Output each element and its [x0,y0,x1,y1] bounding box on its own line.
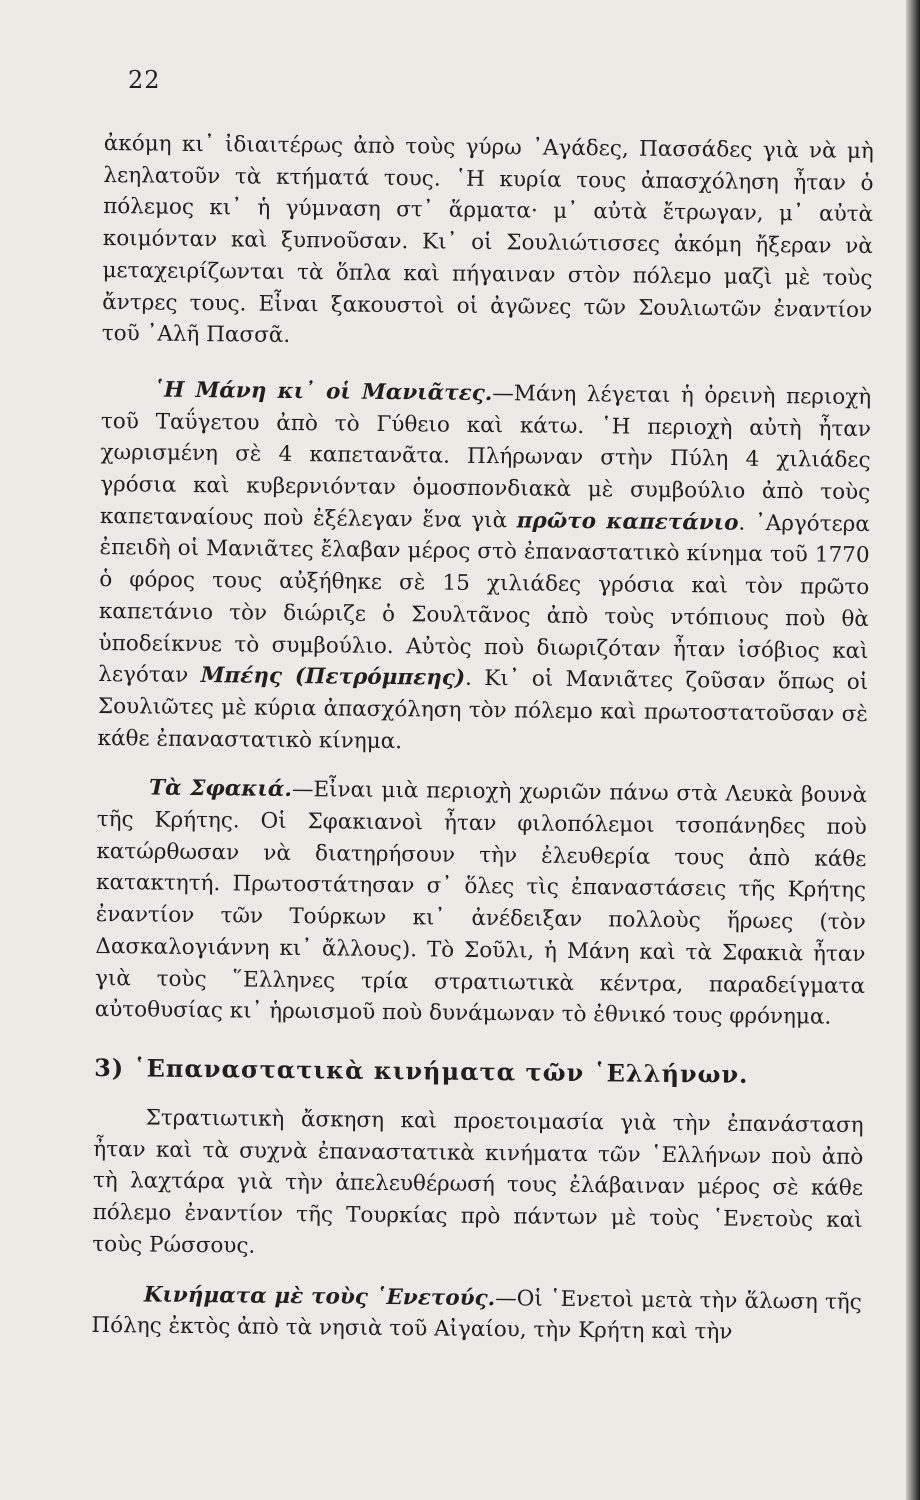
paragraph-revolutionary-movements: Στρατιωτικὴ ἄσκηση καὶ προετοιμασία γιὰ τὴν ἐπανάσταση ἦταν καὶ τὰ συχνὰ ἐπαναστατικὰ κινήματα τῶν ῾Ελλήνων ποὺ ἀπὸ τὴ λαχτάρα γιὰ τὴν ἀπελευθέρωσή τους ἐλάβαιναν μέρος σὲ κάθε πόλεμο ἐναντίον τῆς Τουρκίας πρὸ πάντων μὲ τοὺς ῾Ενετοὺς καὶ τοὺς Ρώσσους. [92,1105,864,1259]
venetians-text: —Οἱ ῾Ενετοὶ μετὰ τὴν ἅλωση τῆς Πόλης ἐκτὸς ἀπὸ τὰ νησιὰ τοῦ Αἰγαίου, τὴν Κρήτη καὶ τὴν [91,1285,862,1345]
paragraph-venetians [91,1278,862,1349]
page-number: 22 [128,66,161,94]
sfakia-text: —Εἶναι μιὰ περιοχὴ χωριῶν πάνω στὰ Λευκὰ βουνὰ τῆς Κρήτης. Οἱ Σφακιανοὶ ἦταν φιλοπόλεμοι τσοπάνηδες ποὺ κατώρθωσαν νὰ διατηρήσουν τὴν ἐλευθερία τους ἀπὸ κάθε κατακτητή. Πρωτοστάτησαν σ᾽ ὅλες τὶς ἐπαναστάσεις τῆς Κρήτης ἐναντίον τῶν Τούρκων κι᾽ ἀνέδειξαν πολλοὺς ἥρωες (τὸν Δασκαλογιάννη κι᾽ ἄλλους). Τὸ Σοῦλι, ἡ Μάνη καὶ τὰ Σφακιὰ ἦταν γιὰ τοὺς ῞Ελληνες τρία στρατιωτικὰ κέντρα, παραδείγματα αὐτοθυσίας κι᾽ ἡρωισμοῦ ποὺ δυνάμωναν τὸ ἐθνικό τους φρόνημα. [94,777,868,1030]
section-heading: 3) ῾Επαναστατικὰ κινήματα τῶν ῾Ελλήνων. [94,1052,749,1089]
mani-heading: ῾Η Μάνη κι᾽ οἱ Μανιᾶτες. [153,377,493,407]
mani-emphasis-bey: Μπέης (Πετρόμπεης) [200,663,466,692]
paragraph-sfakia [95,772,868,1034]
paragraph-souli-continued: ἀκόμη κι᾽ ἰδιαιτέρως ἀπὸ τοὺς γύρω ᾽Αγάδες, Πασσάδες γιὰ νὰ μὴ λεηλατοῦν τὰ κτήματά τους. ῾Η κυρία τους ἀπασχόληση ἦταν ὁ πόλεμος κι᾽ ἡ γύμναση στ᾽ ἅρματα· μ᾽ αὐτὰ ἔτρωγαν, μ᾽ αὐτὰ κοιμόνταν καὶ ξυπνοῦσαν. Κι᾽ οἱ Σουλιώτισσες ἀκόμη ἤξεραν νὰ μεταχειρίζωνται τὰ ὅπλα καὶ πήγαιναν στὸν πόλεμο μαζὶ μὲ τοὺς ἄντρες τους. Εἶναι ξακουστοὶ οἱ ἀγῶνες τῶν Σουλιωτῶν ἐναντίον τοῦ ᾽Αλῆ Πασσᾶ. [101,130,874,349]
book-spine-shadow [906,0,920,1500]
venetians-heading: Κινήματα μὲ τοὺς ῾Ενετούς. [143,1281,496,1311]
paragraph-mani [97,374,871,762]
mani-text-3: . Κι᾽ οἱ Μανιᾶτες ζοῦσαν ὅπως οἱ Σουλιῶτες μὲ κύρια ἀπασχόληση τὸν πόλεμο καὶ πρωτοστατοῦσαν σὲ κάθε ἐπαναστατικὸ κίνημα. [97,666,869,754]
mani-text-2: . ᾽Αργότερα ἐπειδὴ οἱ Μανιᾶτες ἔλαβαν μέρος στὸ ἐπαναστατικὸ κίνημα τοῦ 1770 ὁ φόρος τους αὐξήθηκε σὲ 15 χιλιάδες γρόσια καὶ τὸν πρῶτο καπετάνιο τὸν διώριζε ὁ Σουλτᾶνος ἀπὸ τοὺς ντόπιους ποὺ θὰ ὑποδείκνυε τὸ συμβούλιο. Αὐτὸς ποὺ διωριζόταν ἦταν ἰσόβιος καὶ λεγόταν [98,510,871,689]
mani-text-1: —Μάνη λέγεται ἡ ὀρεινὴ περιοχὴ τοῦ Ταΰγετου ἀπὸ τὸ Γύθειο καὶ κάτω. ῾Η περιοχὴ αὐτὴ ἦταν χωρισμένη σὲ 4 καπετανᾶτα. Πλήρωναν στὴν Πύλη 4 χιλιάδες γρόσια καὶ κυβερνιόνταν ὁμοσπονδιακὰ μὲ συμβούλιο ἀπὸ τοὺς καπεταναίους ποὺ ἐξέλεγαν ἕνα γιὰ [99,381,872,534]
page-text-block [91,128,874,1350]
sfakia-heading: Τὰ Σφακιά. [148,775,293,803]
mani-emphasis-first-captain: πρῶτο καπετάνιο [516,508,739,536]
